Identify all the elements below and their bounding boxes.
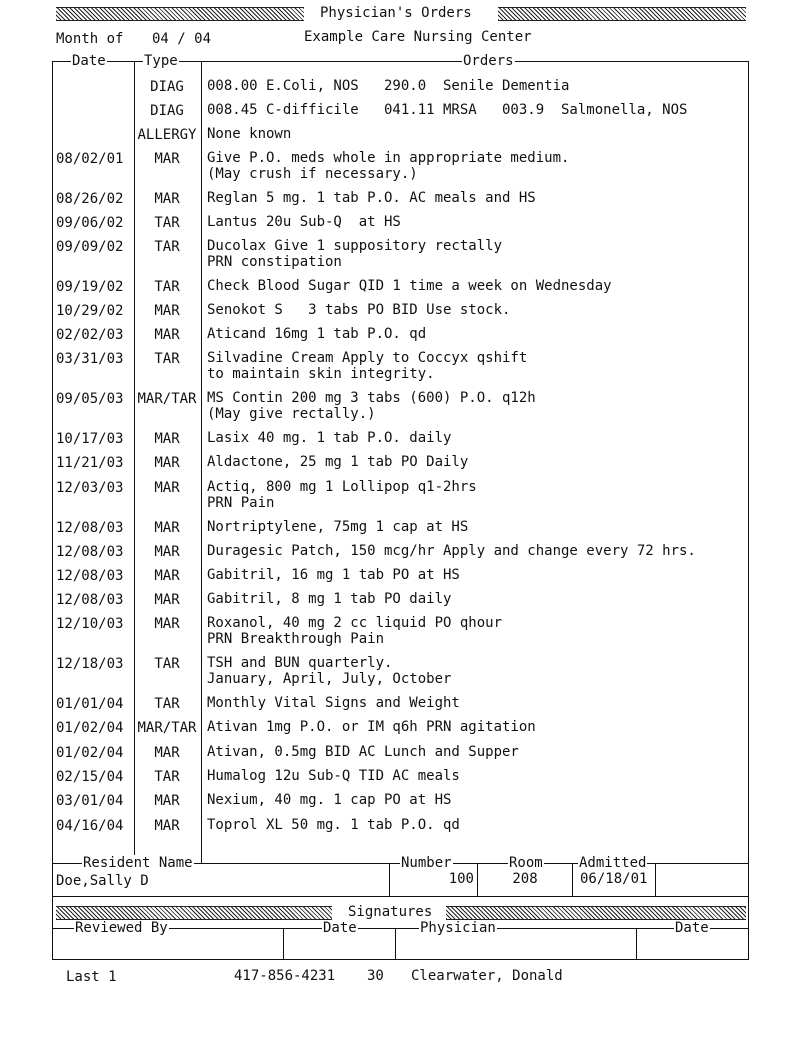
- order-date: 09/09/02: [56, 239, 124, 255]
- order-date: 02/02/03: [56, 327, 124, 343]
- order-text-line: Aticand 16mg 1 tab P.O. qd: [207, 326, 427, 342]
- order-text-line: Duragesic Patch, 150 mcg/hr Apply and change every 72 hrs.: [207, 543, 696, 559]
- resident-div-4: [655, 863, 656, 896]
- order-text-line: Nexium, 40 mg. 1 cap PO at HS: [207, 792, 452, 808]
- facility-name: Example Care Nursing Center: [304, 29, 532, 45]
- order-type: MAR: [154, 544, 180, 560]
- order-text-line: Ativan 1mg P.O. or IM q6h PRN agitation: [207, 719, 536, 735]
- diagnosis-text: 008.00 E.Coli, NOS 290.0 Senile Dementia: [207, 78, 570, 94]
- order-text-line: Humalog 12u Sub-Q TID AC meals: [207, 768, 460, 784]
- order-type: MAR: [154, 568, 180, 584]
- order-text-line: (May give rectally.): [207, 406, 376, 422]
- order-date: 03/31/03: [56, 351, 124, 367]
- order-text-line: to maintain skin integrity.: [207, 366, 435, 382]
- order-text-line: Toprol XL 50 mg. 1 tab P.O. qd: [207, 817, 460, 833]
- order-date: 08/26/02: [56, 191, 124, 207]
- order-date: 12/18/03: [56, 656, 124, 672]
- order-date: 11/21/03: [56, 455, 124, 471]
- room-label: Room: [509, 855, 543, 871]
- order-type: MAR: [154, 745, 180, 761]
- diagnosis-type: ALLERGY: [137, 127, 197, 143]
- order-type: TAR: [154, 351, 180, 367]
- diagnosis-type: DIAG: [150, 79, 184, 95]
- order-date: 12/08/03: [56, 520, 124, 536]
- order-text-line: January, April, July, October: [207, 671, 452, 687]
- order-text-line: Ativan, 0.5mg BID AC Lunch and Supper: [207, 744, 519, 760]
- order-type: TAR: [154, 279, 180, 295]
- order-text-line: MS Contin 200 mg 3 tabs (600) P.O. q12h: [207, 390, 536, 406]
- order-date: 01/01/04: [56, 696, 124, 712]
- footer-page: Last 1: [66, 969, 117, 985]
- order-date: 03/01/04: [56, 793, 124, 809]
- order-type: MAR: [154, 191, 180, 207]
- order-text-line: PRN Pain: [207, 495, 275, 511]
- order-date: 12/08/03: [56, 544, 124, 560]
- resident-name: Doe,Sally D: [56, 873, 149, 889]
- order-type: MAR: [154, 616, 180, 632]
- order-date: 12/08/03: [56, 592, 124, 608]
- order-text-line: PRN Breakthrough Pain: [207, 631, 385, 647]
- order-date: 01/02/04: [56, 720, 124, 736]
- physician-date-label: Date: [675, 920, 709, 936]
- order-text-line: Reglan 5 mg. 1 tab P.O. AC meals and HS: [207, 190, 536, 206]
- title-hatch-left: [56, 7, 304, 21]
- order-type: MAR: [154, 520, 180, 536]
- resident-div-1: [389, 863, 390, 896]
- order-text-line: PRN constipation: [207, 254, 342, 270]
- order-type: MAR: [154, 431, 180, 447]
- footer-code: 30: [367, 968, 384, 984]
- physician-label: Physician: [420, 920, 496, 936]
- admitted-date: 06/18/01: [580, 871, 648, 887]
- order-type: MAR/TAR: [137, 391, 197, 407]
- order-type: MAR/TAR: [137, 720, 197, 736]
- order-date: 02/15/04: [56, 769, 124, 785]
- order-text-line: Senokot S 3 tabs PO BID Use stock.: [207, 302, 511, 318]
- sig-div-2: [395, 928, 396, 960]
- order-text-line: Silvadine Cream Apply to Coccyx qshift: [207, 350, 528, 366]
- order-type: TAR: [154, 215, 180, 231]
- order-type: TAR: [154, 239, 180, 255]
- order-type: MAR: [154, 327, 180, 343]
- order-text-line: (May crush if necessary.): [207, 166, 418, 182]
- order-text-line: Aldactone, 25 mg 1 tab PO Daily: [207, 454, 469, 470]
- footer-phone: 417-856-4231: [234, 968, 336, 984]
- order-type: MAR: [154, 480, 180, 496]
- signatures-hatch-right: [446, 906, 746, 920]
- diagnosis-text: 008.45 C-difficile 041.11 MRSA 003.9 Salmonella, NOS: [207, 102, 688, 118]
- resident-div-2: [477, 863, 478, 896]
- resident-div-3: [572, 863, 573, 896]
- order-text-line: Gabitril, 16 mg 1 tab PO at HS: [207, 567, 460, 583]
- number-label: Number: [401, 855, 452, 871]
- column-header-orders: Orders: [463, 53, 514, 69]
- order-type: MAR: [154, 455, 180, 471]
- resident-number: 100: [448, 871, 474, 887]
- resident-name-label: Resident Name: [83, 855, 193, 871]
- order-type: TAR: [154, 769, 180, 785]
- order-text-line: Actiq, 800 mg 1 Lollipop q1-2hrs: [207, 479, 477, 495]
- order-text-line: Lantus 20u Sub-Q at HS: [207, 214, 401, 230]
- footer-physician: Clearwater, Donald: [411, 968, 563, 984]
- admitted-label: Admitted: [579, 855, 647, 871]
- order-date: 09/06/02: [56, 215, 124, 231]
- order-type: MAR: [154, 303, 180, 319]
- order-date: 12/10/03: [56, 616, 124, 632]
- column-header-date: Date: [72, 53, 106, 69]
- sig-div-1: [283, 928, 284, 960]
- column-header-type: Type: [144, 53, 178, 69]
- order-text-line: Roxanol, 40 mg 2 cc liquid PO qhour: [207, 615, 503, 631]
- order-type: MAR: [154, 151, 180, 167]
- page-title: Physician's Orders: [320, 5, 472, 21]
- order-date: 09/05/03: [56, 391, 124, 407]
- order-type: TAR: [154, 696, 180, 712]
- order-date: 10/17/03: [56, 431, 124, 447]
- order-date: 09/19/02: [56, 279, 124, 295]
- order-text-line: Check Blood Sugar QID 1 time a week on Wednesday: [207, 278, 612, 294]
- order-text-line: Lasix 40 mg. 1 tab P.O. daily: [207, 430, 452, 446]
- order-type: MAR: [154, 793, 180, 809]
- order-date: 08/02/01: [56, 151, 124, 167]
- order-text-line: Ducolax Give 1 suppository rectally: [207, 238, 503, 254]
- order-text-line: Gabitril, 8 mg 1 tab PO daily: [207, 591, 452, 607]
- order-text-line: Nortriptylene, 75mg 1 cap at HS: [207, 519, 469, 535]
- title-hatch-right: [498, 7, 746, 21]
- resident-value-rule: [52, 896, 749, 897]
- sig-div-3: [636, 928, 637, 960]
- month-label: Month of: [56, 31, 124, 47]
- signatures-title: Signatures: [348, 904, 433, 920]
- resident-room: 208: [512, 871, 538, 887]
- order-date: 04/16/04: [56, 818, 124, 834]
- order-date: 10/29/02: [56, 303, 124, 319]
- type-orders-divider: [201, 61, 202, 863]
- order-date: 12/03/03: [56, 480, 124, 496]
- signatures-hatch-left: [56, 906, 332, 920]
- order-text-line: Give P.O. meds whole in appropriate medium.: [207, 150, 570, 166]
- order-type: MAR: [154, 818, 180, 834]
- diagnosis-text: None known: [207, 126, 292, 142]
- order-date: 12/08/03: [56, 568, 124, 584]
- reviewed-by-label: Reviewed By: [75, 920, 168, 936]
- diagnosis-type: DIAG: [150, 103, 184, 119]
- order-type: MAR: [154, 592, 180, 608]
- month-value: 04 / 04: [152, 31, 212, 47]
- review-date-label: Date: [323, 920, 357, 936]
- order-text-line: Monthly Vital Signs and Weight: [207, 695, 460, 711]
- order-text-line: TSH and BUN quarterly.: [207, 655, 393, 671]
- order-date: 01/02/04: [56, 745, 124, 761]
- order-type: TAR: [154, 656, 180, 672]
